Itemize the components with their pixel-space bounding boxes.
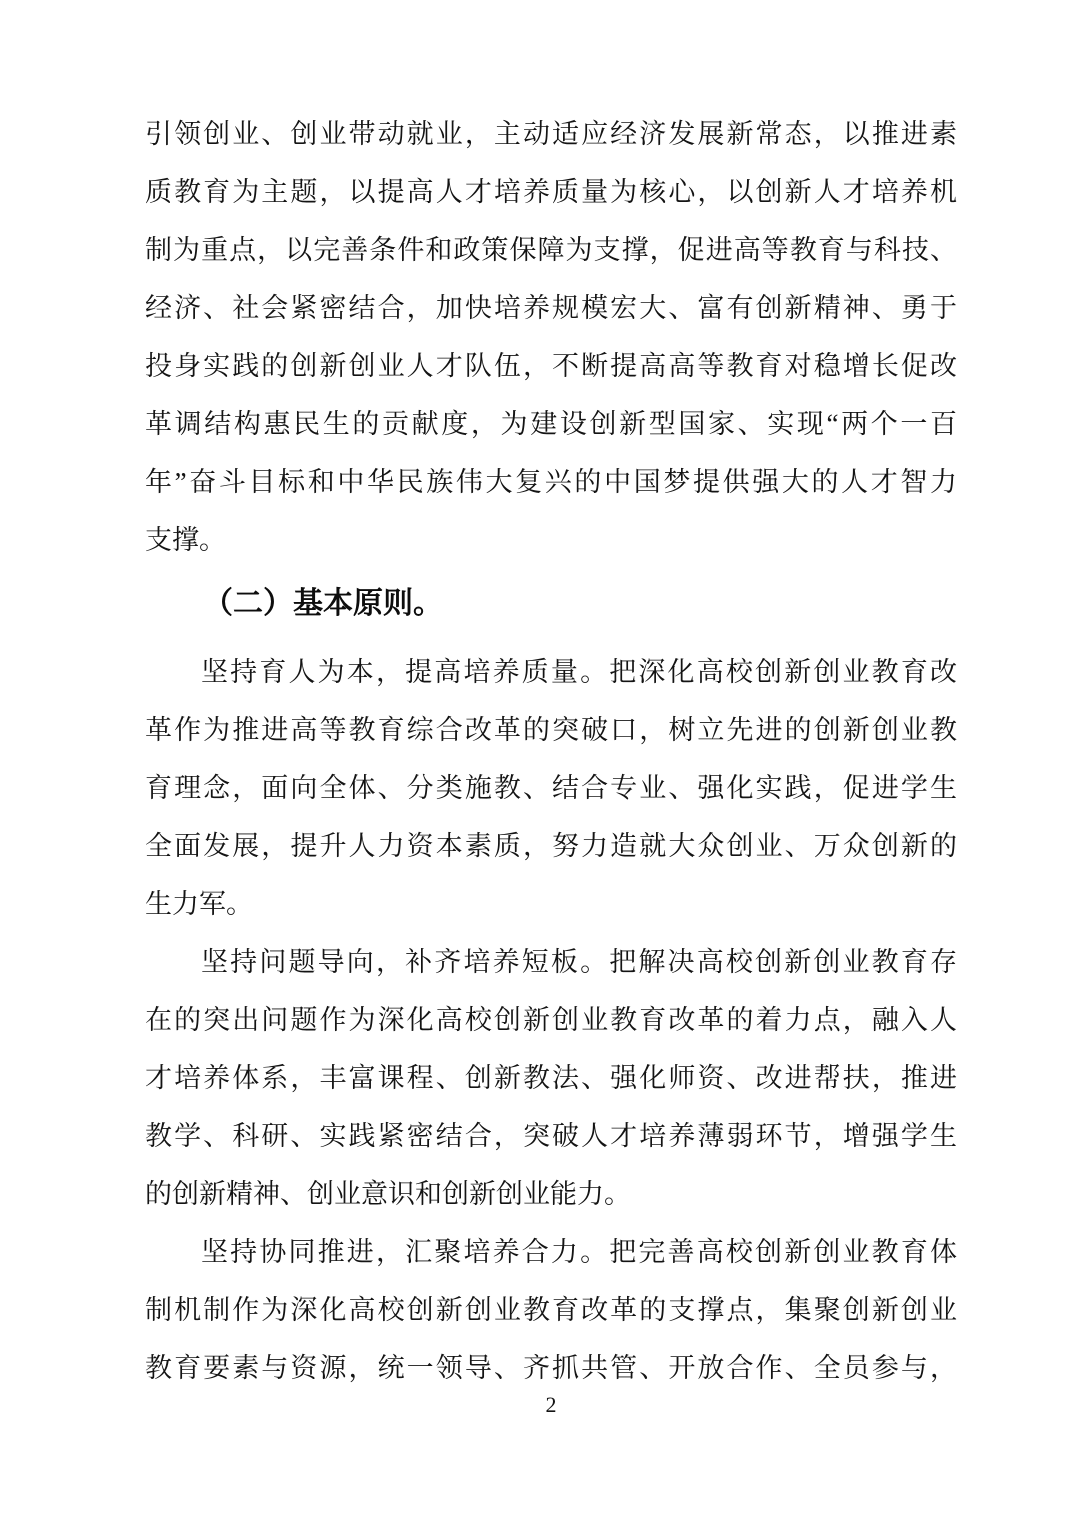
text-line: 革作为推进高等教育综合改革的突破口，树立先进的创新创业教 bbox=[145, 715, 957, 745]
page-number: 2 bbox=[545, 1392, 557, 1417]
text-line: 支撑。 bbox=[145, 525, 226, 555]
text-line: 才培养体系，丰富课程、创新教法、强化师资、改进帮扶，推进 bbox=[145, 1063, 957, 1093]
text-line: 制机制作为深化高校创新创业教育改革的支撑点，集聚创新创业 bbox=[145, 1295, 957, 1325]
text-line: 经济、社会紧密结合，加快培养规模宏大、富有创新精神、勇于 bbox=[145, 293, 957, 323]
text-line: 教育要素与资源，统一领导、齐抓共管、开放合作、全员参与， bbox=[145, 1353, 957, 1383]
text-line: 在的突出问题作为深化高校创新创业教育改革的着力点，融入人 bbox=[145, 1005, 957, 1035]
document-body bbox=[145, 105, 957, 1397]
text-line: 投身实践的创新创业人才队伍，不断提高高等教育对稳增长促改 bbox=[145, 351, 957, 381]
text-line: 坚持育人为本，提高培养质量。把深化高校创新创业教育改 bbox=[201, 657, 957, 687]
text-line: 制为重点，以完善条件和政策保障为支撑，促进高等教育与科技、 bbox=[145, 235, 957, 265]
page-number-footer bbox=[145, 1390, 957, 1420]
text-line: 年”奋斗目标和中华民族伟大复兴的中国梦提供强大的人才智力 bbox=[145, 467, 957, 497]
text-line: 坚持协同推进，汇聚培养合力。把完善高校创新创业教育体 bbox=[201, 1237, 957, 1267]
text-line: 的创新精神、创业意识和创新创业能力。 bbox=[145, 1179, 631, 1209]
text-line: 革调结构惠民生的贡献度，为建设创新型国家、实现“两个一百 bbox=[145, 409, 957, 439]
text-line: 引领创业、创业带动就业，主动适应经济发展新常态，以推进素 bbox=[145, 119, 957, 149]
text-line: 育理念，面向全体、分类施教、结合专业、强化实践，促进学生 bbox=[145, 773, 957, 803]
section-heading-basic-principles: （二）基本原则。 bbox=[203, 587, 443, 620]
text-line: 教学、科研、实践紧密结合，突破人才培养薄弱环节，增强学生 bbox=[145, 1121, 957, 1151]
text-line: 生力军。 bbox=[145, 889, 253, 919]
text-line: 全面发展，提升人力资本素质，努力造就大众创业、万众创新的 bbox=[145, 831, 957, 861]
text-line: 质教育为主题，以提高人才培养质量为核心，以创新人才培养机 bbox=[145, 177, 957, 207]
text-line: 坚持问题导向，补齐培养短板。把解决高校创新创业教育存 bbox=[201, 947, 957, 977]
